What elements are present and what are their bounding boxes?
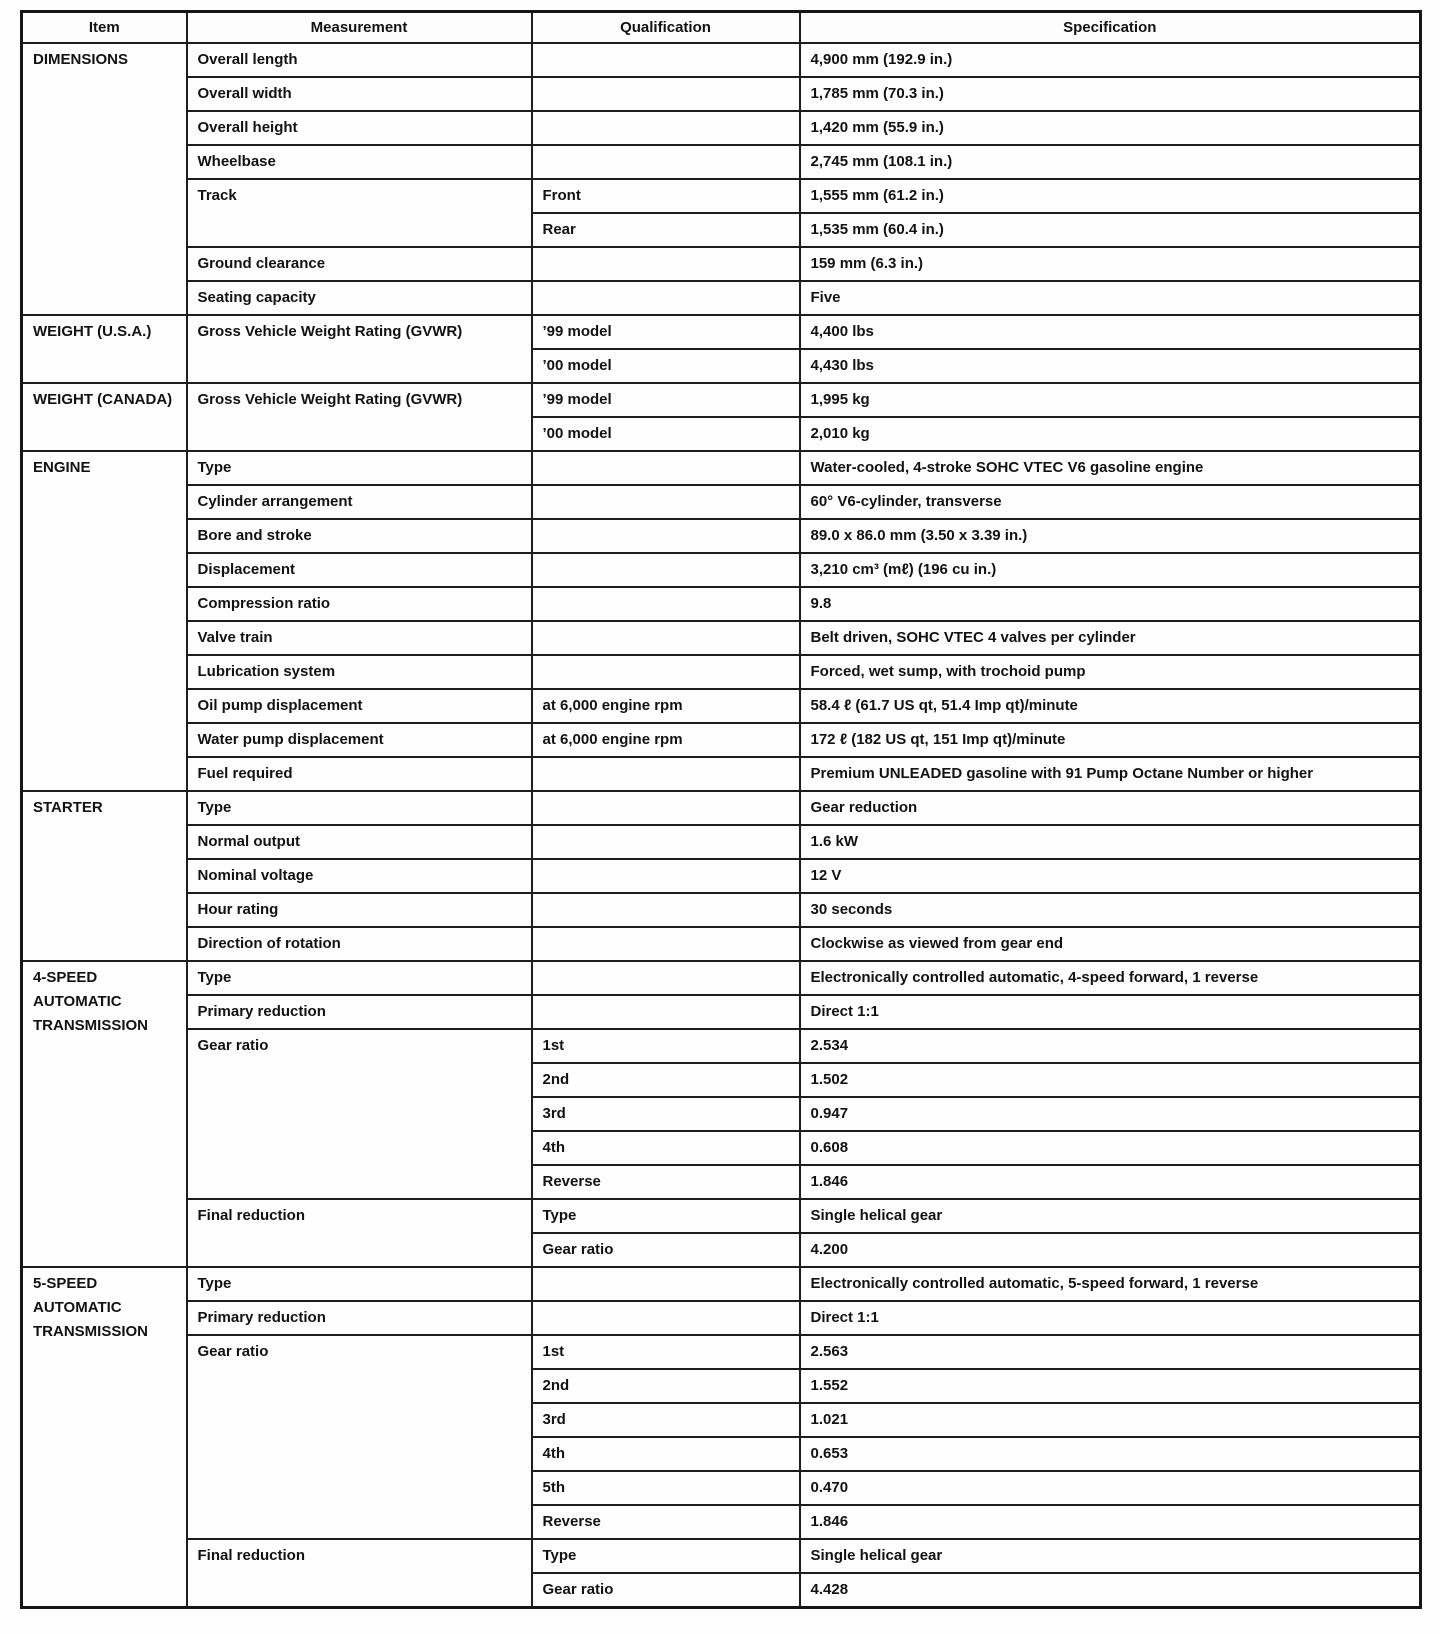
- measurement-cell: Displacement: [187, 553, 532, 587]
- table-header: [22, 12, 1421, 44]
- specification-cell: 4.200: [800, 1233, 1421, 1267]
- table-row: [22, 1199, 1421, 1233]
- measurement-cell: Seating capacity: [187, 281, 532, 315]
- measurement-cell: Ground clearance: [187, 247, 532, 281]
- specification-cell: Electronically controlled automatic, 5-speed forward, 1 reverse: [800, 1267, 1421, 1301]
- table-row: [22, 247, 1421, 281]
- measurement-cell: Overall width: [187, 77, 532, 111]
- specification-cell: 4,400 lbs: [800, 315, 1421, 349]
- item-cell: 4-SPEED AUTOMATIC TRANSMISSION: [22, 961, 187, 1267]
- measurement-cell: Gross Vehicle Weight Rating (GVWR): [187, 383, 532, 451]
- specification-cell: 58.4 ℓ (61.7 US qt, 51.4 Imp qt)/minute: [800, 689, 1421, 723]
- table-row: [22, 553, 1421, 587]
- qualification-cell: Rear: [532, 213, 800, 247]
- qualification-cell: 1st: [532, 1029, 800, 1063]
- qualification-cell: [532, 621, 800, 655]
- measurement-cell: Primary reduction: [187, 995, 532, 1029]
- table-row: [22, 1267, 1421, 1301]
- measurement-cell: Water pump displacement: [187, 723, 532, 757]
- specification-cell: 4,430 lbs: [800, 349, 1421, 383]
- table-row: [22, 1539, 1421, 1573]
- table-row: [22, 519, 1421, 553]
- qualification-cell: [532, 485, 800, 519]
- specification-cell: 1,785 mm (70.3 in.): [800, 77, 1421, 111]
- table-row: [22, 587, 1421, 621]
- specification-cell: Premium UNLEADED gasoline with 91 Pump Octane Number or higher: [800, 757, 1421, 791]
- qualification-cell: [532, 961, 800, 995]
- qualification-cell: [532, 995, 800, 1029]
- item-cell: DIMENSIONS: [22, 43, 187, 315]
- specification-cell: Direct 1:1: [800, 995, 1421, 1029]
- qualification-cell: 2nd: [532, 1369, 800, 1403]
- table-row: [22, 859, 1421, 893]
- column-header: Item: [22, 12, 187, 44]
- specification-cell: 1.846: [800, 1505, 1421, 1539]
- qualification-cell: [532, 757, 800, 791]
- specification-cell: Forced, wet sump, with trochoid pump: [800, 655, 1421, 689]
- qualification-cell: at 6,000 engine rpm: [532, 723, 800, 757]
- specification-cell: 2,745 mm (108.1 in.): [800, 145, 1421, 179]
- measurement-cell: Type: [187, 1267, 532, 1301]
- item-cell: STARTER: [22, 791, 187, 961]
- qualification-cell: 1st: [532, 1335, 800, 1369]
- table-row: [22, 43, 1421, 77]
- qualification-cell: Type: [532, 1539, 800, 1573]
- table-row: [22, 383, 1421, 417]
- item-cell: WEIGHT (CANADA): [22, 383, 187, 451]
- specification-cell: 1.021: [800, 1403, 1421, 1437]
- qualification-cell: [532, 43, 800, 77]
- specification-cell: 1,555 mm (61.2 in.): [800, 179, 1421, 213]
- table-row: [22, 77, 1421, 111]
- specification-cell: Single helical gear: [800, 1539, 1421, 1573]
- qualification-cell: [532, 247, 800, 281]
- table-row: [22, 723, 1421, 757]
- qualification-cell: [532, 451, 800, 485]
- specification-cell: 1.502: [800, 1063, 1421, 1097]
- measurement-cell: Gear ratio: [187, 1029, 532, 1199]
- table-row: [22, 451, 1421, 485]
- measurement-cell: Bore and stroke: [187, 519, 532, 553]
- specification-cell: 30 seconds: [800, 893, 1421, 927]
- item-cell: 5-SPEED AUTOMATIC TRANSMISSION: [22, 1267, 187, 1608]
- qualification-cell: [532, 927, 800, 961]
- measurement-cell: Gear ratio: [187, 1335, 532, 1539]
- measurement-cell: Final reduction: [187, 1199, 532, 1267]
- measurement-cell: Hour rating: [187, 893, 532, 927]
- specification-cell: Gear reduction: [800, 791, 1421, 825]
- measurement-cell: Normal output: [187, 825, 532, 859]
- qualification-cell: [532, 859, 800, 893]
- table-row: [22, 179, 1421, 213]
- measurement-cell: Compression ratio: [187, 587, 532, 621]
- measurement-cell: Gross Vehicle Weight Rating (GVWR): [187, 315, 532, 383]
- column-header: Qualification: [532, 12, 800, 44]
- table-row: [22, 791, 1421, 825]
- qualification-cell: 3rd: [532, 1403, 800, 1437]
- qualification-cell: 3rd: [532, 1097, 800, 1131]
- measurement-cell: Oil pump displacement: [187, 689, 532, 723]
- table-row: [22, 1029, 1421, 1063]
- measurement-cell: Type: [187, 961, 532, 995]
- qualification-cell: [532, 791, 800, 825]
- table-row: [22, 485, 1421, 519]
- specification-cell: Water-cooled, 4-stroke SOHC VTEC V6 gasoline engine: [800, 451, 1421, 485]
- table-row: [22, 825, 1421, 859]
- qualification-cell: 4th: [532, 1437, 800, 1471]
- measurement-cell: Cylinder arrangement: [187, 485, 532, 519]
- qualification-cell: Reverse: [532, 1505, 800, 1539]
- measurement-cell: Overall length: [187, 43, 532, 77]
- table-row: [22, 111, 1421, 145]
- specification-cell: Electronically controlled automatic, 4-speed forward, 1 reverse: [800, 961, 1421, 995]
- qualification-cell: [532, 77, 800, 111]
- specification-cell: 12 V: [800, 859, 1421, 893]
- measurement-cell: Lubrication system: [187, 655, 532, 689]
- qualification-cell: [532, 111, 800, 145]
- vehicle-specifications-table: [20, 10, 1422, 1609]
- table-row: [22, 961, 1421, 995]
- qualification-cell: [532, 281, 800, 315]
- qualification-cell: ’00 model: [532, 417, 800, 451]
- qualification-cell: [532, 587, 800, 621]
- measurement-cell: Wheelbase: [187, 145, 532, 179]
- specification-cell: 0.470: [800, 1471, 1421, 1505]
- specification-cell: 2.563: [800, 1335, 1421, 1369]
- specification-cell: 1.846: [800, 1165, 1421, 1199]
- specification-cell: 89.0 x 86.0 mm (3.50 x 3.39 in.): [800, 519, 1421, 553]
- table-row: [22, 689, 1421, 723]
- specification-cell: Single helical gear: [800, 1199, 1421, 1233]
- qualification-cell: Reverse: [532, 1165, 800, 1199]
- table-row: [22, 995, 1421, 1029]
- table-row: [22, 1335, 1421, 1369]
- specification-cell: Clockwise as viewed from gear end: [800, 927, 1421, 961]
- qualification-cell: [532, 893, 800, 927]
- item-cell: ENGINE: [22, 451, 187, 791]
- qualification-cell: Front: [532, 179, 800, 213]
- column-header: Specification: [800, 12, 1421, 44]
- specification-cell: 1,995 kg: [800, 383, 1421, 417]
- specification-cell: 1,535 mm (60.4 in.): [800, 213, 1421, 247]
- specification-cell: Direct 1:1: [800, 1301, 1421, 1335]
- measurement-cell: Fuel required: [187, 757, 532, 791]
- table-row: [22, 1301, 1421, 1335]
- qualification-cell: [532, 519, 800, 553]
- qualification-cell: [532, 553, 800, 587]
- item-cell: WEIGHT (U.S.A.): [22, 315, 187, 383]
- qualification-cell: Gear ratio: [532, 1233, 800, 1267]
- specification-cell: 172 ℓ (182 US qt, 151 Imp qt)/minute: [800, 723, 1421, 757]
- qualification-cell: ’99 model: [532, 383, 800, 417]
- qualification-cell: [532, 825, 800, 859]
- specification-cell: 1.6 kW: [800, 825, 1421, 859]
- table-row: [22, 621, 1421, 655]
- table-row: [22, 315, 1421, 349]
- specification-cell: 0.608: [800, 1131, 1421, 1165]
- specification-cell: 4.428: [800, 1573, 1421, 1608]
- qualification-cell: Type: [532, 1199, 800, 1233]
- measurement-cell: Primary reduction: [187, 1301, 532, 1335]
- qualification-cell: [532, 145, 800, 179]
- qualification-cell: 2nd: [532, 1063, 800, 1097]
- table-row: [22, 281, 1421, 315]
- specification-cell: 159 mm (6.3 in.): [800, 247, 1421, 281]
- measurement-cell: Type: [187, 791, 532, 825]
- specification-cell: 0.947: [800, 1097, 1421, 1131]
- specification-cell: 2.534: [800, 1029, 1421, 1063]
- qualification-cell: ’00 model: [532, 349, 800, 383]
- header-row: [22, 12, 1421, 44]
- specification-cell: 0.653: [800, 1437, 1421, 1471]
- specification-cell: Five: [800, 281, 1421, 315]
- table-body: [22, 43, 1421, 1608]
- qualification-cell: [532, 1267, 800, 1301]
- table-row: [22, 757, 1421, 791]
- measurement-cell: Final reduction: [187, 1539, 532, 1608]
- specification-cell: 4,900 mm (192.9 in.): [800, 43, 1421, 77]
- table-row: [22, 893, 1421, 927]
- measurement-cell: Nominal voltage: [187, 859, 532, 893]
- table-row: [22, 927, 1421, 961]
- qualification-cell: [532, 655, 800, 689]
- specification-cell: 2,010 kg: [800, 417, 1421, 451]
- qualification-cell: [532, 1301, 800, 1335]
- qualification-cell: ’99 model: [532, 315, 800, 349]
- measurement-cell: Valve train: [187, 621, 532, 655]
- qualification-cell: 5th: [532, 1471, 800, 1505]
- specification-cell: 60° V6-cylinder, transverse: [800, 485, 1421, 519]
- column-header: Measurement: [187, 12, 532, 44]
- specification-cell: 9.8: [800, 587, 1421, 621]
- qualification-cell: 4th: [532, 1131, 800, 1165]
- table-row: [22, 145, 1421, 179]
- measurement-cell: Overall height: [187, 111, 532, 145]
- table-row: [22, 655, 1421, 689]
- specification-cell: 1,420 mm (55.9 in.): [800, 111, 1421, 145]
- qualification-cell: Gear ratio: [532, 1573, 800, 1608]
- specification-cell: 1.552: [800, 1369, 1421, 1403]
- measurement-cell: Direction of rotation: [187, 927, 532, 961]
- measurement-cell: Type: [187, 451, 532, 485]
- qualification-cell: at 6,000 engine rpm: [532, 689, 800, 723]
- specification-cell: 3,210 cm³ (mℓ) (196 cu in.): [800, 553, 1421, 587]
- measurement-cell: Track: [187, 179, 532, 247]
- specification-cell: Belt driven, SOHC VTEC 4 valves per cylinder: [800, 621, 1421, 655]
